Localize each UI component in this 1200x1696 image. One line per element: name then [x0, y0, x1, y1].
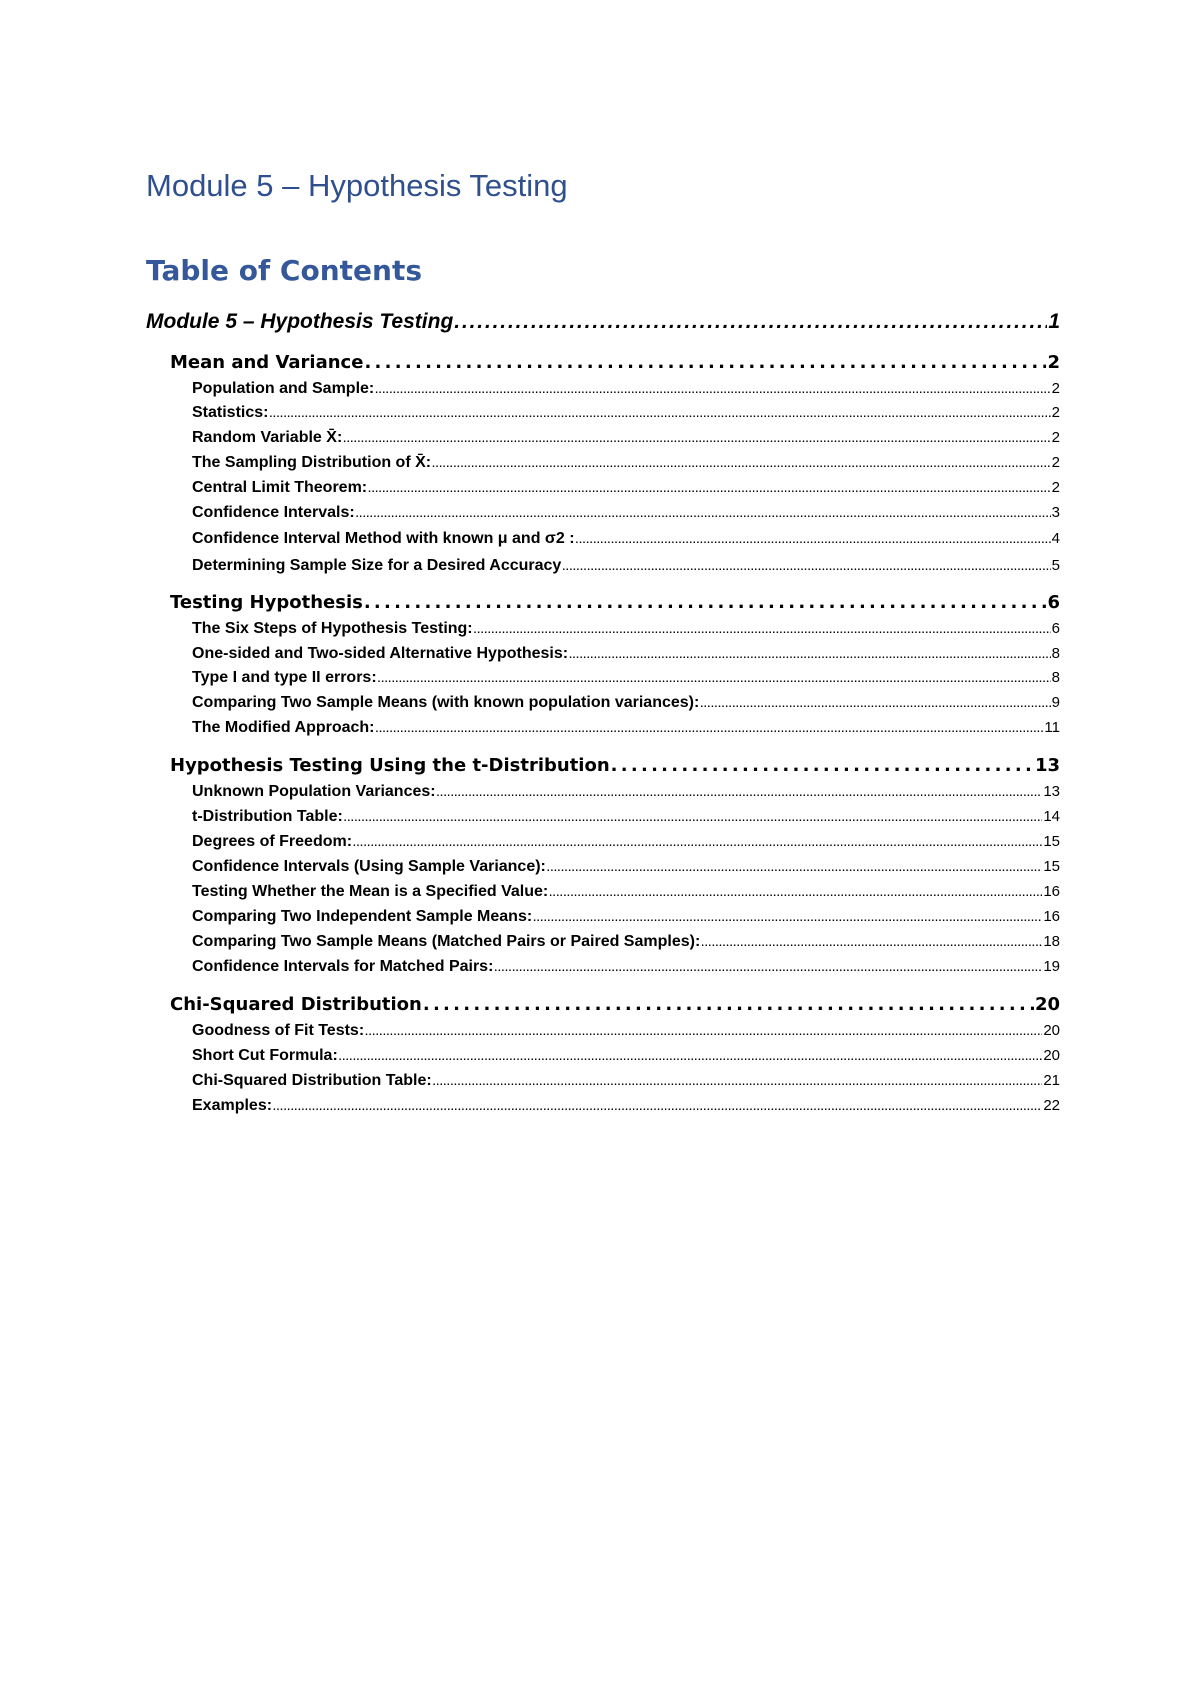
toc-entry[interactable]: [192, 1047, 1060, 1065]
toc-page-number: 2: [1051, 454, 1060, 471]
toc-page-number: 5: [1051, 557, 1060, 574]
toc-entry-label: The Modified Approach:: [192, 719, 375, 736]
toc-leader: [364, 592, 1047, 613]
toc-page-number: 16: [1043, 883, 1060, 900]
toc-entry[interactable]: [170, 352, 1060, 373]
toc-entry-label: Confidence Interval Method with known μ and σ2 :: [192, 530, 575, 547]
toc-entry[interactable]: [192, 404, 1060, 422]
toc-entry[interactable]: [192, 620, 1060, 638]
toc-page-number: 11: [1044, 719, 1060, 736]
toc-entry[interactable]: [192, 1072, 1060, 1090]
toc-leader: [576, 535, 1051, 546]
toc-page-number: 8: [1051, 669, 1060, 686]
toc-leader: [344, 813, 1043, 824]
toc-entry-label: Confidence Intervals for Matched Pairs:: [192, 958, 494, 975]
toc-entry[interactable]: [192, 1097, 1060, 1115]
toc-page-number: 2: [1051, 429, 1060, 446]
toc-page-number: 21: [1043, 1072, 1060, 1089]
toc-leader: [474, 625, 1051, 636]
toc-leader: [547, 863, 1042, 874]
toc-entry[interactable]: [170, 755, 1060, 776]
toc-leader: [569, 650, 1051, 661]
toc-entry-label: The Sampling Distribution of X̄:: [192, 454, 432, 471]
toc-entry[interactable]: [146, 310, 1060, 334]
toc-leader: [433, 1077, 1043, 1088]
toc-page-number: 20: [1043, 1022, 1060, 1039]
toc-entry-label: Determining Sample Size for a Desired Accuracy: [192, 557, 562, 574]
toc-page-number: 13: [1034, 755, 1060, 776]
toc-page-number: 8: [1051, 645, 1060, 662]
toc-page-number: 2: [1051, 479, 1060, 496]
toc-entry-label: Unknown Population Variances:: [192, 783, 436, 800]
toc-page-number: 2: [1047, 352, 1060, 373]
toc-entry-label: Central Limit Theorem:: [192, 479, 368, 496]
toc-entry[interactable]: [192, 808, 1060, 826]
toc-leader: [269, 409, 1050, 420]
toc-page-number: 4: [1051, 530, 1060, 547]
toc-page-number: 19: [1043, 958, 1060, 975]
toc-leader: [375, 385, 1050, 396]
toc-page-number: 16: [1043, 908, 1060, 925]
toc-entry[interactable]: [192, 454, 1060, 472]
toc-entry-label: Confidence Intervals:: [192, 504, 355, 521]
toc-page-number: 2: [1051, 380, 1060, 397]
toc-page-number: 6: [1051, 620, 1060, 637]
toc-entry-label: One-sided and Two-sided Alternative Hypothesis:: [192, 645, 569, 662]
toc-entry-label: Comparing Two Sample Means (with known population variances):: [192, 694, 700, 711]
toc-page-number: 14: [1043, 808, 1060, 825]
toc-leader: [700, 699, 1050, 710]
toc-entry[interactable]: [192, 833, 1060, 851]
toc-page-number: 9: [1051, 694, 1060, 711]
toc-page-number: 22: [1043, 1097, 1060, 1114]
toc-entry[interactable]: [192, 858, 1060, 876]
toc-leader: [273, 1102, 1042, 1113]
toc-leader: [562, 562, 1050, 573]
toc-entry-label: Examples:: [192, 1097, 273, 1114]
toc-entry[interactable]: [192, 479, 1060, 497]
toc-page-number: 1: [1048, 310, 1060, 333]
toc-entry-label: Short Cut Formula:: [192, 1047, 338, 1064]
toc-entry[interactable]: [192, 429, 1060, 447]
toc-leader: [549, 888, 1042, 899]
toc-page-number: 15: [1043, 833, 1060, 850]
toc-entry-label: Type I and type II errors:: [192, 669, 377, 686]
toc-leader: [533, 913, 1042, 924]
toc-leader: [343, 434, 1050, 445]
toc-entry-label: Random Variable X̄:: [192, 429, 343, 446]
toc-leader: [432, 459, 1051, 470]
toc-entry-label: Statistics:: [192, 404, 269, 421]
toc-entry-label: Testing Whether the Mean is a Specified Value:: [192, 883, 549, 900]
toc-entry[interactable]: [192, 694, 1060, 712]
toc-entry-label: Chi-Squared Distribution: [170, 994, 422, 1015]
toc-heading: Table of Contents: [146, 254, 423, 287]
toc-leader: [376, 724, 1044, 735]
toc-entry-label: The Six Steps of Hypothesis Testing:: [192, 620, 473, 637]
toc-leader: [454, 310, 1047, 334]
toc-entry-label: Degrees of Freedom:: [192, 833, 353, 850]
toc-leader: [378, 674, 1051, 685]
toc-entry[interactable]: [192, 933, 1060, 951]
document-title: Module 5 – Hypothesis Testing: [146, 168, 568, 203]
toc-entry[interactable]: [192, 669, 1060, 687]
toc-leader: [437, 788, 1043, 799]
toc-entry-label: Hypothesis Testing Using the t-Distribution: [170, 755, 610, 776]
toc-entry-label: Module 5 – Hypothesis Testing: [146, 310, 454, 333]
toc-entry[interactable]: [192, 380, 1060, 398]
toc-entry[interactable]: [192, 504, 1060, 522]
toc-leader: [611, 755, 1034, 776]
toc-page-number: 15: [1043, 858, 1060, 875]
toc-page-number: 2: [1051, 404, 1060, 421]
toc-page-number: 13: [1043, 783, 1060, 800]
toc-entry-label: Population and Sample:: [192, 380, 375, 397]
toc-page-number: 20: [1043, 1047, 1060, 1064]
toc-entry[interactable]: [192, 1022, 1060, 1040]
toc-entry-label: Chi-Squared Distribution Table:: [192, 1072, 432, 1089]
toc-leader: [356, 509, 1051, 520]
toc-page-number: 20: [1034, 994, 1060, 1015]
toc-entry[interactable]: [192, 883, 1060, 901]
toc-leader: [701, 938, 1042, 949]
toc-entry[interactable]: [192, 958, 1060, 976]
toc-leader: [353, 838, 1042, 849]
toc-leader: [364, 352, 1046, 373]
toc-entry[interactable]: [170, 994, 1060, 1015]
toc-entry-label: Comparing Two Independent Sample Means:: [192, 908, 533, 925]
toc-entry[interactable]: [170, 592, 1060, 613]
toc-leader: [365, 1027, 1042, 1038]
toc-entry[interactable]: [192, 908, 1060, 926]
toc-entry[interactable]: [192, 783, 1060, 801]
toc-entry-label: Comparing Two Sample Means (Matched Pairs or Paired Samples):: [192, 933, 701, 950]
toc-entry-label: Mean and Variance: [170, 352, 364, 373]
toc-entry[interactable]: [192, 719, 1060, 737]
toc-entry-label: Testing Hypothesis: [170, 592, 363, 613]
toc-entry[interactable]: [192, 530, 1060, 548]
toc-leader: [368, 484, 1051, 495]
toc-page-number: 6: [1047, 592, 1060, 613]
toc-page-number: 3: [1051, 504, 1060, 521]
toc-leader: [494, 963, 1042, 974]
toc-entry-label: Confidence Intervals (Using Sample Variance):: [192, 858, 546, 875]
toc-entry[interactable]: [192, 645, 1060, 663]
toc-entry-label: Goodness of Fit Tests:: [192, 1022, 365, 1039]
toc-leader: [423, 994, 1034, 1015]
toc-leader: [339, 1052, 1043, 1063]
toc-entry-label: t-Distribution Table:: [192, 808, 343, 825]
toc-entry[interactable]: [192, 557, 1060, 575]
toc-page-number: 18: [1043, 933, 1060, 950]
